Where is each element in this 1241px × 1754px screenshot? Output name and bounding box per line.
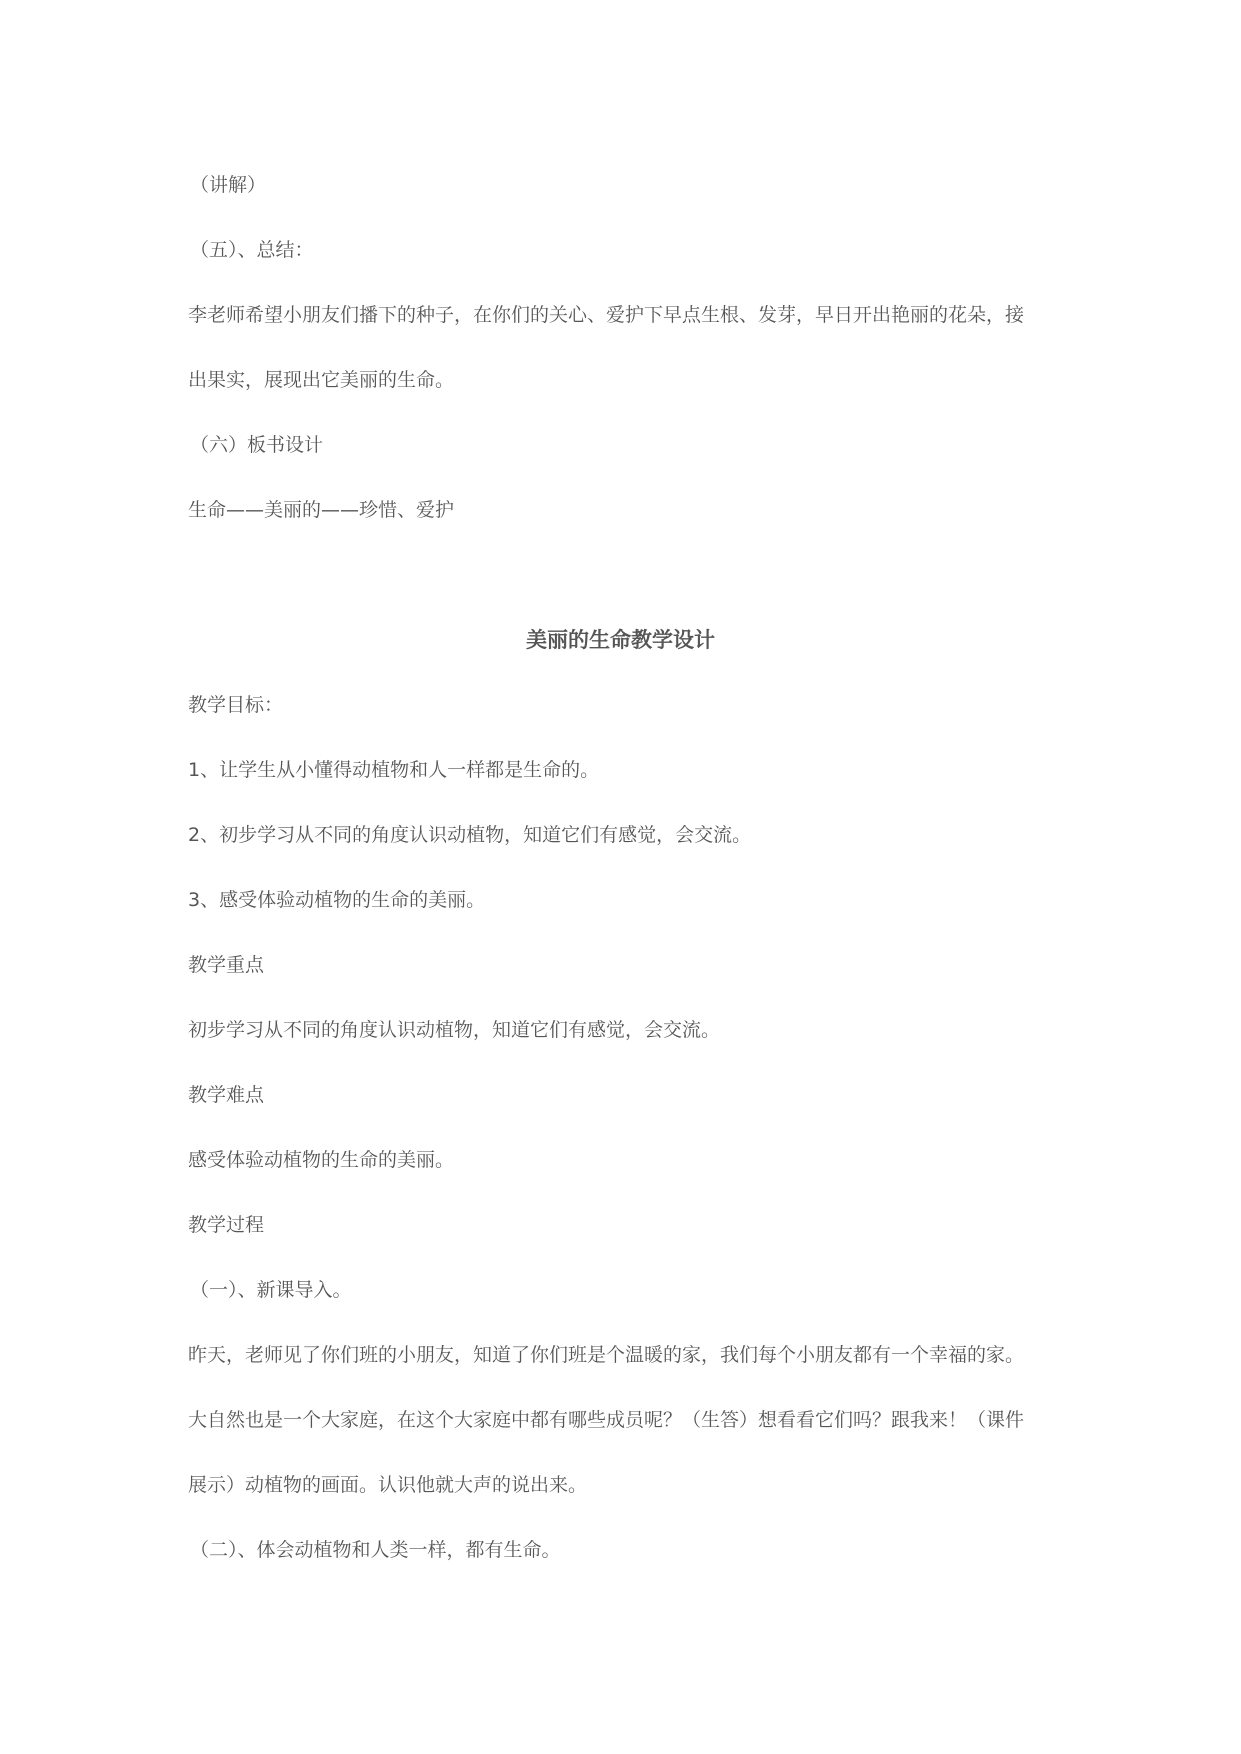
teaching-key-heading: 教学重点 — [188, 954, 265, 976]
teaching-key-content: 初步学习从不同的角度认识动植物，知道它们有感觉，会交流。 — [188, 1019, 721, 1041]
step-2-heading: （二）、体会动植物和人类一样，都有生命。 — [190, 1539, 561, 1561]
summary-paragraph-line-1: 李老师希望小朋友们播下的种子，在你们的关心、爱护下早点生根、发芽，早日开出艳丽的花朵，接 — [188, 304, 1025, 326]
teaching-difficulty-content: 感受体验动植物的生命的美丽。 — [188, 1149, 455, 1171]
step-1-paragraph-line-2: 大自然也是一个大家庭，在这个大家庭中都有哪些成员呢？（生答）想看看它们吗？跟我来！（课件 — [188, 1409, 1025, 1431]
teaching-process-heading: 教学过程 — [188, 1214, 265, 1236]
teaching-goal-3: 3、感受体验动植物的生命的美丽。 — [188, 889, 486, 911]
board-design-content: 生命——美丽的——珍惜、爱护 — [188, 499, 455, 521]
board-design-heading: （六）板书设计 — [190, 434, 324, 456]
step-1-paragraph-line-3: 展示）动植物的画面。认识他就大声的说出来。 — [188, 1474, 588, 1496]
summary-heading: （五）、总结： — [190, 239, 314, 261]
explain-note: （讲解） — [190, 174, 267, 196]
teaching-goals-heading: 教学目标： — [188, 694, 284, 716]
teaching-difficulty-heading: 教学难点 — [188, 1084, 265, 1106]
summary-paragraph-line-2: 出果实，展现出它美丽的生命。 — [188, 369, 455, 391]
teaching-goal-1: 1、让学生从小懂得动植物和人一样都是生命的。 — [188, 759, 600, 781]
document-title: 美丽的生命教学设计 — [526, 628, 715, 652]
teaching-goal-2: 2、初步学习从不同的角度认识动植物，知道它们有感觉，会交流。 — [188, 824, 752, 846]
step-1-heading: （一）、新课导入。 — [190, 1279, 352, 1301]
step-1-paragraph-line-1: 昨天，老师见了你们班的小朋友，知道了你们班是个温暖的家，我们每个小朋友都有一个幸福的家。 — [188, 1344, 1025, 1366]
